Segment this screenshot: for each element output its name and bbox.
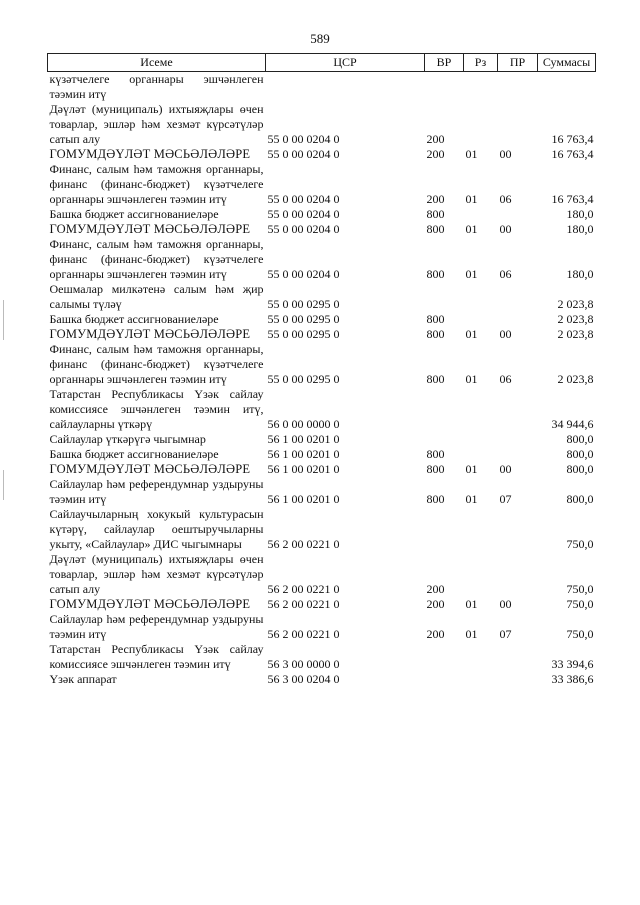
scan-edge-mark	[3, 470, 4, 500]
row-sum: 34 944,6	[551, 417, 594, 431]
row-pr	[498, 387, 538, 432]
row-sum: 180,0	[566, 207, 594, 221]
row-name: ГОМУМДӘҮЛӘТ МӘСЬӘЛӘЛӘРЕ	[49, 147, 251, 161]
row-name: Финанс, салым һәм таможня органнары, финанс (финанс-бюджет) күзәтчелеге органнары эшчәнлеген тәэмин итү	[49, 237, 264, 281]
row-sum: 180,0	[566, 267, 594, 281]
row-name: Башка бюджет ассигнованиеләре	[49, 312, 219, 326]
row-name: Сайлаучыларның хокукый культурасын күтәрү, сайлаулар оештыручыларны укыту, «Сайлаулар» ДИС чыгымнары	[49, 507, 264, 551]
table-row	[48, 237, 596, 282]
row-pr	[498, 312, 538, 327]
row-rz	[464, 672, 498, 687]
row-pr: 00	[499, 462, 512, 476]
row-sum: 750,0	[566, 597, 594, 611]
table-row	[48, 102, 596, 147]
row-vr: 200	[426, 597, 445, 611]
table-header-row	[48, 54, 596, 72]
scan-edge-mark	[3, 300, 4, 340]
row-rz: 01	[465, 372, 478, 386]
header-csr: ЦСР	[266, 54, 425, 72]
row-csr: 55 0 00 0204 0	[267, 147, 340, 161]
row-vr	[425, 672, 464, 687]
row-rz	[464, 552, 498, 597]
row-name: Финанс, салым һәм таможня органнары, финанс (финанс-бюджет) күзәтчелеге органнары эшчәнлеген тәэмин итү	[49, 342, 264, 386]
table-row	[48, 432, 596, 447]
row-rz	[464, 312, 498, 327]
table-row	[48, 387, 596, 432]
row-sum: 750,0	[566, 582, 594, 596]
table-row	[48, 642, 596, 672]
table-row	[48, 507, 596, 552]
row-vr: 800	[426, 312, 445, 326]
row-rz	[464, 207, 498, 222]
row-vr: 800	[426, 447, 445, 461]
row-sum: 800,0	[566, 492, 594, 506]
row-rz: 01	[465, 222, 478, 236]
page-number: 589	[310, 31, 330, 46]
row-name: Оешмалар милкәтенә салым һәм җир салымы түләү	[49, 282, 264, 311]
row-vr: 800	[426, 222, 445, 236]
row-pr: 00	[499, 327, 512, 341]
row-rz	[464, 387, 498, 432]
row-pr	[498, 282, 538, 312]
row-csr: 55 0 00 0295 0	[267, 312, 340, 326]
row-pr	[498, 552, 538, 597]
row-csr: 56 3 00 0204 0	[267, 672, 340, 686]
row-rz	[464, 282, 498, 312]
row-rz: 01	[465, 462, 478, 476]
row-pr	[498, 207, 538, 222]
row-vr	[425, 387, 464, 432]
row-pr: 07	[499, 627, 512, 641]
row-sum: 800,0	[566, 447, 594, 461]
row-rz: 01	[465, 192, 478, 206]
row-name: Үзәк аппарат	[49, 672, 117, 686]
row-sum: 2 023,8	[557, 327, 594, 341]
row-pr	[498, 72, 538, 103]
row-name: Башка бюджет ассигнованиеләре	[49, 447, 219, 461]
row-csr: 56 0 00 0000 0	[267, 417, 340, 431]
table-row	[48, 162, 596, 207]
row-vr: 200	[426, 627, 445, 641]
row-pr: 00	[499, 147, 512, 161]
row-vr	[425, 507, 464, 552]
row-vr	[425, 72, 464, 103]
table-row	[48, 447, 596, 462]
row-name: Татарстан Республикасы Үзәк сайлау комиссиясе эшчәнлеген тәэмин итү, сайлауларны үткәрү	[49, 387, 264, 431]
row-pr: 00	[499, 597, 512, 611]
row-name: ГОМУМДӘҮЛӘТ МӘСЬӘЛӘЛӘРЕ	[49, 327, 251, 341]
row-pr	[498, 432, 538, 447]
table-row	[48, 612, 596, 642]
table-row	[48, 312, 596, 327]
table-row	[48, 477, 596, 507]
row-csr: 56 1 00 0201 0	[267, 432, 340, 446]
row-csr: 55 0 00 0204 0	[267, 207, 340, 221]
header-name: Исеме	[48, 54, 266, 72]
row-rz: 01	[465, 597, 478, 611]
table-row	[48, 72, 596, 103]
row-name: Сайлаулар һәм референдумнар уздыруны тәэмин итү	[49, 612, 264, 641]
row-sum: 16 763,4	[551, 132, 594, 146]
row-rz	[464, 507, 498, 552]
row-csr: 55 0 00 0295 0	[267, 297, 340, 311]
row-rz	[464, 72, 498, 103]
row-csr: 55 0 00 0295 0	[267, 372, 340, 386]
row-vr: 800	[426, 207, 445, 221]
row-csr: 55 0 00 0204 0	[267, 267, 340, 281]
row-sum: 33 386,6	[551, 672, 594, 686]
row-name: Дәүләт (муниципаль) ихтыяҗлары өчен товарлар, эшләр һәм хезмәт күрсәтүләр сатып алу	[49, 552, 264, 596]
table-row	[48, 552, 596, 597]
row-rz	[464, 432, 498, 447]
row-csr: 56 1 00 0201 0	[267, 447, 340, 461]
row-csr: 56 1 00 0201 0	[267, 462, 340, 476]
row-name: күзәтчелеге органнары эшчәнлеген тәэмин итү	[49, 72, 264, 101]
row-csr: 55 0 00 0204 0	[267, 132, 340, 146]
row-pr	[498, 642, 538, 672]
row-csr: 56 2 00 0221 0	[267, 597, 340, 611]
row-csr: 56 2 00 0221 0	[267, 582, 340, 596]
row-csr: 55 0 00 0204 0	[267, 222, 340, 236]
row-vr	[425, 282, 464, 312]
row-sum: 16 763,4	[551, 147, 594, 161]
row-vr: 800	[426, 267, 445, 281]
row-csr: 56 2 00 0221 0	[267, 537, 340, 551]
row-name: Дәүләт (муниципаль) ихтыяҗлары өчен товарлар, эшләр һәм хезмәт күрсәтүләр сатып алу	[49, 102, 264, 146]
row-csr: 56 3 00 0000 0	[267, 657, 340, 671]
row-rz	[464, 642, 498, 672]
row-name: Татарстан Республикасы Үзәк сайлау комиссиясе эшчәнлеген тәэмин итү	[49, 642, 264, 671]
table-row	[48, 282, 596, 312]
row-rz	[464, 102, 498, 147]
row-sum: 33 394,6	[551, 657, 594, 671]
row-vr: 800	[426, 372, 445, 386]
row-pr: 06	[499, 267, 512, 281]
row-pr	[498, 507, 538, 552]
table-row	[48, 327, 596, 342]
row-sum: 2 023,8	[557, 312, 594, 326]
row-rz: 01	[465, 327, 478, 341]
row-sum	[538, 72, 596, 103]
row-pr: 07	[499, 492, 512, 506]
row-vr: 200	[426, 147, 445, 161]
row-vr: 200	[426, 192, 445, 206]
header-pr: ПР	[498, 54, 538, 72]
row-csr	[266, 72, 425, 103]
row-csr: 56 2 00 0221 0	[267, 627, 340, 641]
row-rz: 01	[465, 267, 478, 281]
row-pr: 06	[499, 372, 512, 386]
row-sum: 800,0	[566, 432, 594, 446]
row-rz: 01	[465, 627, 478, 641]
budget-table	[47, 53, 596, 687]
row-name: Сайлаулар үткәрүгә чыгымнар	[49, 432, 206, 446]
table-row	[48, 222, 596, 237]
row-sum: 750,0	[566, 627, 594, 641]
row-vr	[425, 432, 464, 447]
row-vr: 800	[426, 492, 445, 506]
header-vr: ВР	[425, 54, 464, 72]
row-pr: 06	[499, 192, 512, 206]
row-name: Финанс, салым һәм таможня органнары, финанс (финанс-бюджет) күзәтчелеге органнары эшчәнлеген тәэмин итү	[49, 162, 264, 206]
table-row	[48, 597, 596, 612]
header-sum: Суммасы	[538, 54, 596, 72]
row-vr: 800	[426, 327, 445, 341]
row-vr	[425, 642, 464, 672]
row-csr: 55 0 00 0204 0	[267, 192, 340, 206]
table-row	[48, 342, 596, 387]
row-vr: 200	[426, 132, 445, 146]
row-pr	[498, 672, 538, 687]
row-sum: 180,0	[566, 222, 594, 236]
row-sum: 16 763,4	[551, 192, 594, 206]
table-row	[48, 462, 596, 477]
row-sum: 2 023,8	[557, 297, 594, 311]
table-row	[48, 672, 596, 687]
row-pr	[498, 447, 538, 462]
row-sum: 750,0	[566, 537, 594, 551]
table-row	[48, 147, 596, 162]
row-rz: 01	[465, 492, 478, 506]
row-sum: 800,0	[566, 462, 594, 476]
row-vr: 200	[426, 582, 445, 596]
row-name: ГОМУМДӘҮЛӘТ МӘСЬӘЛӘЛӘРЕ	[49, 222, 251, 236]
row-pr	[498, 102, 538, 147]
row-sum: 2 023,8	[557, 372, 594, 386]
row-csr: 56 1 00 0201 0	[267, 492, 340, 506]
row-rz: 01	[465, 147, 478, 161]
row-pr: 00	[499, 222, 512, 236]
row-rz	[464, 447, 498, 462]
row-name: Башка бюджет ассигнованиеләре	[49, 207, 219, 221]
row-name: ГОМУМДӘҮЛӘТ МӘСЬӘЛӘЛӘРЕ	[49, 462, 251, 476]
header-rz: Рз	[464, 54, 498, 72]
table-row	[48, 207, 596, 222]
row-name: Сайлаулар һәм референдумнар уздыруны тәэмин итү	[49, 477, 264, 506]
row-name: ГОМУМДӘҮЛӘТ МӘСЬӘЛӘЛӘРЕ	[49, 597, 251, 611]
row-vr: 800	[426, 462, 445, 476]
row-csr: 55 0 00 0295 0	[267, 327, 340, 341]
